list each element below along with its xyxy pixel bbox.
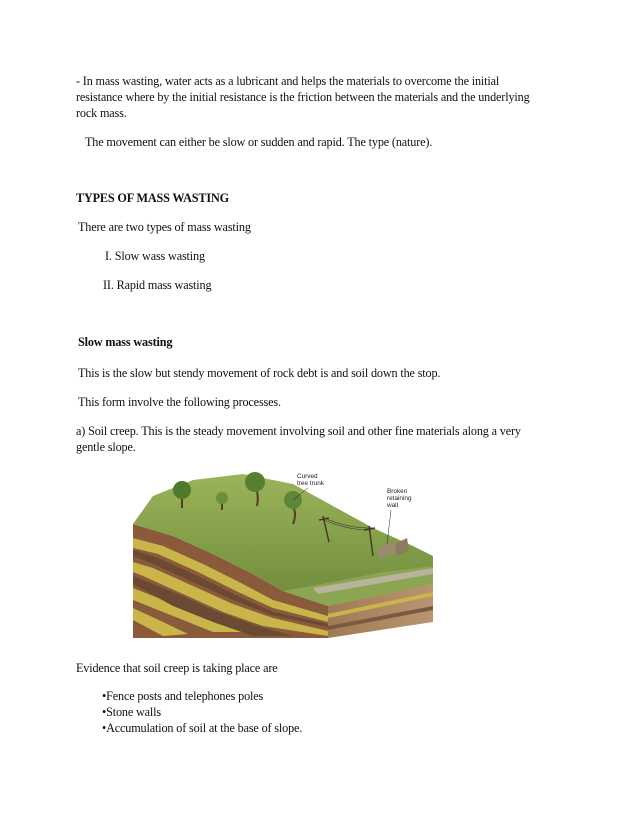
paragraph-line: rock mass. [76, 106, 127, 120]
paragraph-line: - In mass wasting, water acts as a lubricant and helps the materials to overcome the initial [76, 74, 500, 88]
list-item: I. Slow wass wasting [105, 249, 205, 263]
label-curved-trunk: Curved [297, 473, 318, 480]
label-curved-trunk: tree trunk [297, 480, 324, 487]
label-broken-wall: retaining [387, 495, 412, 502]
section-heading: Slow mass wasting [78, 335, 173, 349]
paragraph-line: resistance where by the initial resistance is the friction between the materials and the underlying [76, 90, 530, 104]
paragraph: This is the slow but stendy movement of rock debt is and soil down the stop. [78, 366, 441, 380]
list-item: II. Rapid mass wasting [103, 278, 212, 292]
paragraph: Evidence that soil creep is taking place are [76, 661, 278, 675]
paragraph: This form involve the following processes. [78, 395, 281, 409]
label-broken-wall: wall [387, 502, 399, 509]
list-item: •Accumulation of soil at the base of slope. [102, 721, 303, 735]
paragraph: There are two types of mass wasting [78, 220, 251, 234]
soil-creep-illustration [133, 466, 501, 638]
label-broken-wall: Broken [387, 488, 408, 495]
paragraph: The movement can either be slow or sudden and rapid. The type (nature). [85, 135, 433, 149]
list-item: •Stone walls [102, 705, 162, 719]
section-heading: TYPES OF MASS WASTING [76, 191, 229, 205]
paragraph-line: a) Soil creep. This is the steady movement involving soil and other fine materials along a very [76, 424, 521, 438]
list-item: •Fence posts and telephones poles [102, 689, 264, 703]
paragraph-line: gentle slope. [76, 440, 136, 454]
